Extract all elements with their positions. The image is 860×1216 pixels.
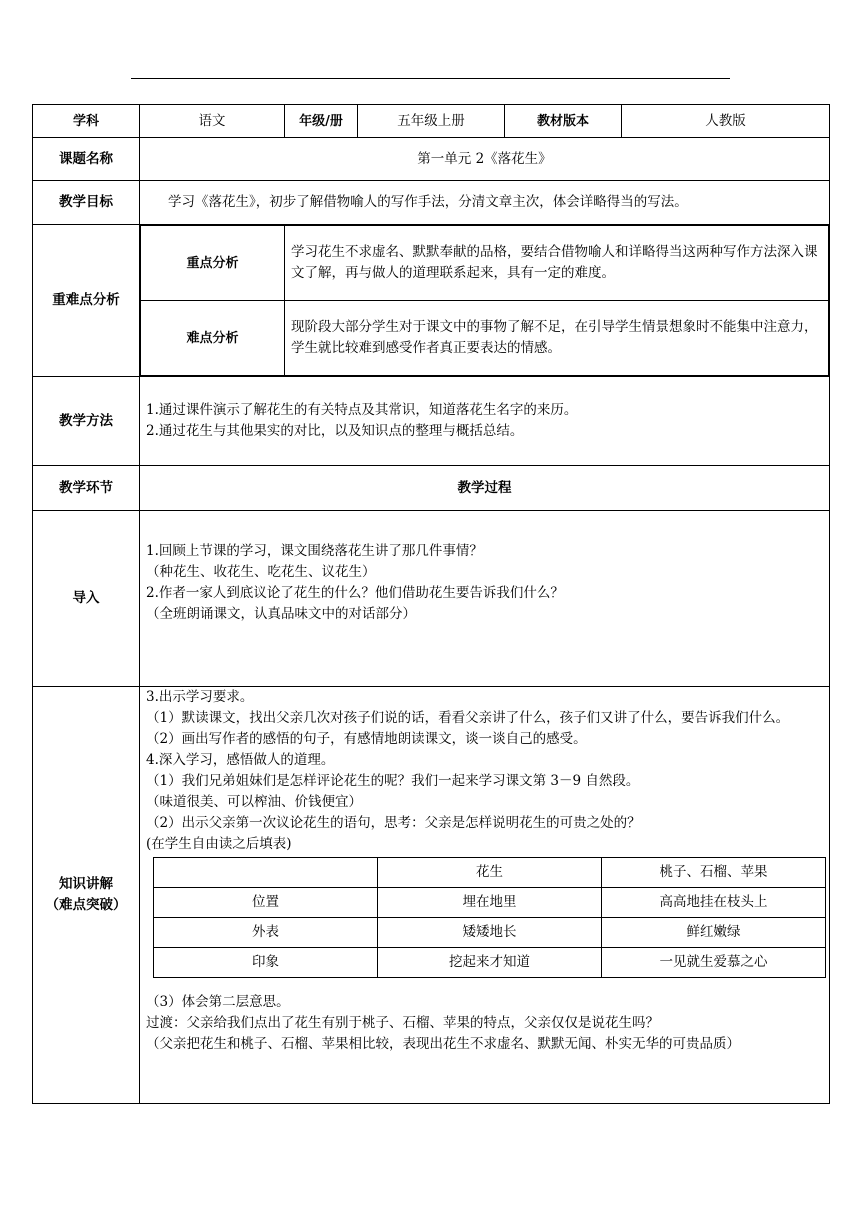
difficult-point-label: 难点分析 xyxy=(141,301,285,376)
subject-value: 语文 xyxy=(140,105,285,138)
edition-value: 人教版 xyxy=(622,105,830,138)
table-cell: 矮矮地长 xyxy=(378,918,602,948)
table-cell: 外表 xyxy=(154,918,378,948)
intro-line: （种花生、收花生、吃花生、议花生） xyxy=(146,564,376,580)
edition-label: 教材版本 xyxy=(505,105,622,138)
comparison-table xyxy=(153,857,826,978)
table-cell xyxy=(154,858,378,888)
grade-label: 年级/册 xyxy=(285,105,358,138)
method-row xyxy=(33,377,830,466)
table-cell: 位置 xyxy=(154,888,378,918)
knowledge-line: 3.出示学习要求。 xyxy=(146,689,254,705)
analysis-inner-table xyxy=(140,225,829,376)
table-cell: 花生 xyxy=(378,858,602,888)
key-point-label: 重点分析 xyxy=(141,226,285,301)
goal-text: 学习《落花生》，初步了解借物喻人的写作手法，分清文章主次，体会详略得当的写法。 xyxy=(140,181,830,225)
knowledge-line: （2）画出写作者的感悟的句子，有感情地朗读课文，谈一谈自己的感受。 xyxy=(146,731,587,747)
table-cell: 桃子、石榴、苹果 xyxy=(602,858,826,888)
process-label: 教学环节 xyxy=(33,466,140,511)
intro-line: 1.回顾上节课的学习，课文围绕落花生讲了那几件事情？ xyxy=(146,543,483,559)
table-row xyxy=(154,888,826,918)
knowledge-line: （1）我们兄弟姐妹们是怎样评论花生的呢？我们一起来学习课文第 3－9 自然段。 xyxy=(146,773,640,789)
intro-row xyxy=(33,511,830,687)
knowledge-label-sub: （难点突破） xyxy=(45,897,127,913)
knowledge-line: （2）出示父亲第一次议论花生的语句，思考：父亲是怎样说明花生的可贵之处的？ xyxy=(146,815,641,831)
grade-value: 五年级上册 xyxy=(358,105,505,138)
header-row xyxy=(33,105,830,138)
knowledge-line: (在学生自由读之后填表) xyxy=(146,836,292,852)
goal-label: 教学目标 xyxy=(33,181,140,225)
knowledge-line: （3）体会第二层意思。 xyxy=(146,994,290,1010)
lesson-label: 课题名称 xyxy=(33,138,140,181)
process-title: 教学过程 xyxy=(140,466,830,511)
lesson-title: 第一单元 2《落花生》 xyxy=(140,138,830,181)
knowledge-line: （父亲把花生和桃子、石榴、苹果相比较，表现出花生不求虚名、默默无闻、朴实无华的可贵品质） xyxy=(146,1036,740,1052)
method-label: 教学方法 xyxy=(33,377,140,466)
knowledge-label-main: 知识讲解 xyxy=(59,876,113,892)
process-row xyxy=(33,466,830,511)
table-cell: 鲜红嫩绿 xyxy=(602,918,826,948)
method-line: 1.通过课件演示了解花生的有关特点及其常识，知道落花生名字的来历。 xyxy=(146,402,578,418)
table-cell: 高高地挂在枝头上 xyxy=(602,888,826,918)
knowledge-row xyxy=(33,687,830,1104)
knowledge-line: 过渡：父亲给我们点出了花生有别于桃子、石榴、苹果的特点，父亲仅仅是说花生吗？ xyxy=(146,1015,659,1031)
key-point-text: 学习花生不求虚名、默默奉献的品格，要结合借物喻人和详略得当这两种写作方法深入课文了解，再与做人的道理联系起来，具有一定的难度。 xyxy=(285,226,829,301)
header-rule xyxy=(131,78,730,79)
difficult-point-text: 现阶段大部分学生对于课文中的事物了解不足，在引导学生情景想象时不能集中注意力，学生就比较难到感受作者真正要表达的情感。 xyxy=(285,301,829,376)
lesson-plan-table xyxy=(32,104,830,1104)
intro-line: 2.作者一家人到底议论了花生的什么？他们借助花生要告诉我们什么？ xyxy=(146,585,564,601)
table-cell: 挖起来才知道 xyxy=(378,948,602,978)
knowledge-line: （1）默读课文，找出父亲几次对孩子们说的话，看看父亲讲了什么，孩子们又讲了什么，要告诉我们什么。 xyxy=(146,710,790,726)
knowledge-line: （味道很美、可以榨油、价钱便宜） xyxy=(146,794,362,810)
intro-label: 导入 xyxy=(33,511,140,687)
analysis-row xyxy=(33,225,830,377)
subject-label: 学科 xyxy=(33,105,140,138)
table-row xyxy=(154,918,826,948)
lesson-row xyxy=(33,138,830,181)
table-cell: 一见就生爱慕之心 xyxy=(602,948,826,978)
table-row xyxy=(154,948,826,978)
goal-row xyxy=(33,181,830,225)
table-row xyxy=(154,858,826,888)
intro-line: （全班朗诵课文，认真品味文中的对话部分） xyxy=(146,606,416,622)
analysis-label: 重难点分析 xyxy=(33,225,140,377)
knowledge-line: 4.深入学习，感悟做人的道理。 xyxy=(146,752,335,768)
method-line: 2.通过花生与其他果实的对比，以及知识点的整理与概括总结。 xyxy=(146,423,524,439)
table-cell: 埋在地里 xyxy=(378,888,602,918)
table-cell: 印象 xyxy=(154,948,378,978)
knowledge-label xyxy=(33,687,140,1104)
